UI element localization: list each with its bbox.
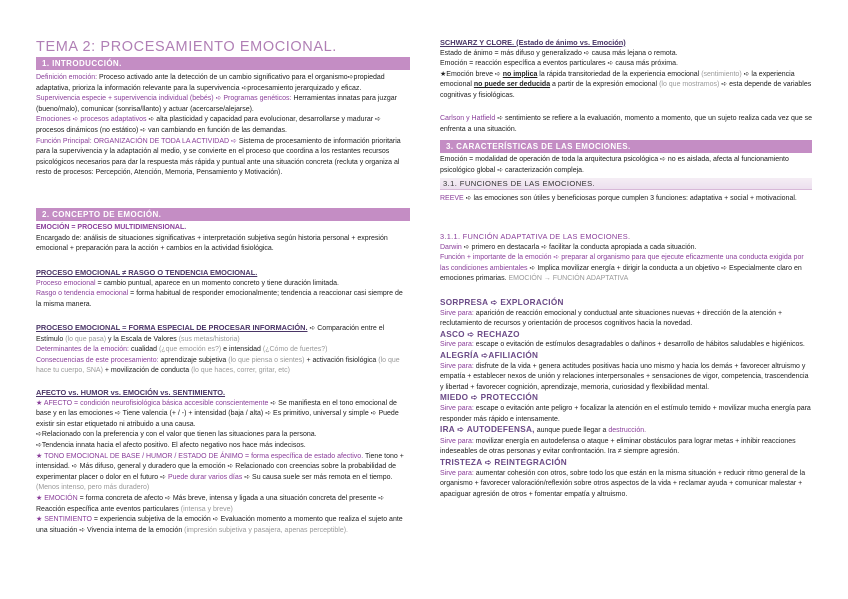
- emotion-alegria-name: ALEGRÍA ➪AFILIACIÓN: [440, 350, 539, 360]
- emotion-tristeza-desc: Sirve para: aumentar cohesión con otros, sobre todo los que están en la misma situación + reducir ritmo general de la organismo + favorecer valoración/reflexión sobre otros aspectos de la vida + reclamar ayuda + comunicar malestar + apaciguar agresión de otros + fomentar empatía y altruismo.: [440, 469, 806, 498]
- forma-especial-line: PROCESO EMOCIONAL = FORMA ESPECIAL DE PROCESAR INFORMACIÓN. ➪ Comparación entre el Estímulo (lo que pasa) y la Escala de Valores (sus metas/historia): [36, 323, 385, 343]
- tono-definition: ★ TONO EMOCIONAL DE BASE / HUMOR / ESTADO DE ÁNIMO = forma específica de estado afectivo. Tiene tono + intensidad. ➪ Más difuso, general y duradero que la emoción ➪ Relacionado con creencias sobre la probabilidad de experimentar placer o dolor en el futuro ➪ Puede durar varios días ➪ Su causa suele ser más remota en el tiempo. (Menos intenso, pero más duradero): [36, 452, 404, 492]
- emotion-item: [440, 458, 812, 500]
- intro-definicion: Definición emoción: Proceso activado ante la detección de un cambio significativo para el organismo➪propiedad adaptativa, prioriza la información relevante para la supervivencia ➪procesamiento jerarquizado y eficaz.: [36, 74, 385, 92]
- schwarz-clore-title: SCHWARZ Y CLORE. (Estado de ánimo vs. Emoción): [440, 38, 626, 47]
- section-3-block: [440, 155, 812, 176]
- section-2-block: [36, 223, 410, 255]
- emotion-item: [440, 425, 812, 458]
- schwarz-line-3: ★Emoción breve ➪ no implica la rápida transitoriedad de la experiencia emocional (sentimiento) ➪ la experiencia emocional no puede ser deducida a partir de la expresión emocional (lo que mostramos) ➪ esta depende de variables cognitivas y fisiológicas.: [440, 70, 812, 99]
- funcion-importante-line: Función + importante de la emoción ➪ preparar al organismo para que ejecute eficazmente una conducta exigida por las condiciones ambientales ➪ Implica movilizar energía + dirigir la conducta a un objetivo ➪ Especialmente claro en emociones primarias. EMOCIÓN → FUNCIÓN ADAPTATIVA: [440, 254, 804, 283]
- emotion-miedo-name: MIEDO ➪ PROTECCIÓN: [440, 393, 539, 403]
- emotion-ira-name: IRA ➪ AUTODEFENSA, aunque puede llegar a destrucción.: [440, 425, 647, 435]
- proceso-rasgo-block: [36, 268, 410, 310]
- afecto-tendencia: ➪Tendencia innata hacia el afecto positivo. El afecto negativo nos hace más indecisos.: [36, 441, 306, 449]
- emotion-miedo-desc: Sirve para: escape o evitación ante peligro + focalizar la atención en el estímulo temido + movilizar mucha energía para responder más rápido e intensamente.: [440, 404, 811, 423]
- section-3-header: 3. CARACTERÍSTICAS DE LAS EMOCIONES.: [440, 140, 812, 153]
- section-3-1-1-block: [440, 232, 812, 285]
- s2-text: Encargado de: análisis de situaciones significativas + interpretación subjetiva según historia personal + expresión emocional + preparación para la acción + cambios en la actividad fisiológica.: [36, 234, 388, 253]
- s3-text: Emoción = modalidad de operación de toda la arquitectura psicológica ➪ no es aislada, afecta al funcionamiento psicológico global ➪ caracterización compleja.: [440, 156, 789, 174]
- emotion-asco-desc: Sirve para: escape o evitación de estímulos desagradables o dañinos + desarrollo de hábitos saludables e higiénicos.: [440, 341, 805, 349]
- rasgo-line: Rasgo o tendencia emocional = forma habitual de responder emocionalmente; tendencia a reaccionar casi siempre de la misma manera.: [36, 290, 403, 308]
- schwarz-clore-block: [440, 38, 812, 102]
- emotion-item: [440, 298, 812, 330]
- intro-supervivencia: Supervivencia especie + supervivencia individual (bebés) ➪ Programas genéticos: Herramientas innatas para juzgar (bueno/malo), comunicar (sonrisa/llanto) y actuar (acercarse/alejarse).: [36, 95, 397, 113]
- page-title: TEMA 2: PROCESAMIENTO EMOCIONAL.: [36, 39, 337, 55]
- emocion-definition: ★ EMOCIÓN = forma concreta de afecto ➪ Más breve, intensa y ligada a una situación concreta del presente ➪ Reacción específica ante eventos particulares (intensa y breve): [36, 494, 385, 513]
- section-2-header: 2. CONCEPTO DE EMOCIÓN.: [36, 208, 410, 221]
- reeve-line: REEVE ➪ las emociones son útiles y beneficiosas porque cumplen 3 funciones: adaptativa + social + motivacional.: [440, 195, 797, 202]
- afecto-preferencia: ➪Relacionado con la preferencia y con el valor que tienen las situaciones para la persona.: [36, 431, 317, 439]
- sentimiento-definition: ★ SENTIMIENTO = experiencia subjetiva de la emoción ➪ Evaluación momento a momento que realiza el sujeto ante una situación ➪ Vivencia interna de la emoción (impresión subjetiva y pasajera, apenas perceptible).: [36, 516, 403, 534]
- emotions-list: [440, 298, 812, 500]
- afecto-block: [36, 388, 410, 536]
- afecto-definition: ★ AFECTO = condición neurofisiológica básica accesible conscientemente ➪ Se manifiesta en el tono emocional de base y en las emociones ➪ Tiene valencia (+ / -) + intensidad (baja / alta) ➪ Es primitivo, universal y simple ➪ Puede existir sin estar etiquetado ni atribuido a una causa.: [36, 399, 399, 428]
- darwin-line: Darwin ➪ primero en destacarla ➪ facilitar la conducta apropiada a cada situación.: [440, 243, 697, 251]
- forma-especial-block: [36, 323, 410, 377]
- section-3-1-1-header: 3.1.1. FUNCIÓN ADAPTATIVA DE LAS EMOCIONES.: [440, 232, 631, 241]
- emotion-alegria-desc: Sirve para: disfrute de la vida + genera actitudes positivas hacia uno mismo y hacia los demás + favorecer altruismo y empatía + establecer nexos de unión y relaciones interpersonales + sensaciones de vigor, competencia, trascendencia y libertad + favorecer cognición, aprendizaje, memoria, curiosidad y flexibilidad mental.: [440, 362, 809, 391]
- afecto-title: AFECTO vs. HUMOR vs. EMOCIÓN vs. SENTIMIENTO.: [36, 388, 226, 397]
- proceso-rasgo-title: PROCESO EMOCIONAL ≠ RASGO O TENDENCIA EMOCIONAL.: [36, 268, 258, 277]
- emotion-sorpresa-name: SORPRESA ➪ EXPLORACIÓN: [440, 298, 564, 307]
- emotion-item: [440, 393, 812, 425]
- schwarz-line-2: Emoción = reacción específica a eventos particulares ➪ causa más próxima.: [440, 60, 678, 68]
- determinantes-line: Determinantes de la emoción: cualidad (¿que emoción es?) e intensidad (¿Cómo de fuertes?): [36, 346, 328, 354]
- section-3-1-block: [440, 194, 812, 205]
- emotion-ira-desc: Sirve para: movilizar energía en autodefensa o ataque + eliminar obstáculos para lograr metas + inhibir reacciones indeseables de otras personas y evitar confrontación. Ira ≠ siempre agresión.: [440, 437, 796, 456]
- carlson-line: Carlson y Hatfield ➪ sentimiento se refiere a la evaluación, momento a momento, que un sujeto realiza cada vez que se enfrenta a una situación.: [440, 115, 813, 133]
- proceso-line: Proceso emocional = cambio puntual, aparece en un momento concreto y tiene duración limitada.: [36, 279, 339, 287]
- intro-block: [36, 73, 410, 179]
- carlson-block: [440, 114, 812, 135]
- intro-funcion: Función Principal: ORGANIZACIÓN DE TODA LA ACTIVIDAD ➪ Sistema de procesamiento de información prioritaria para la supervivencia y la adaptación al medio, y se convierte en el proceso que coordina a los restantes recursos psicológicos necesarios para dar la respuesta más rápida y puntual ante una situación concreta (recluta y organiza al resto de procesos: Percepción, Atención, Memoria, Pensamiento y Motivación).: [36, 137, 401, 177]
- emotion-asco-name: ASCO ➪ RECHAZO: [440, 329, 520, 339]
- emotion-tristeza-name: TRISTEZA ➪ REINTEGRACIÓN: [440, 457, 568, 467]
- intro-procesos: Emociones ➪ procesos adaptativos ➪ alta plasticidad y capacidad para evolucionar, desarrollarse y madurar ➪ procesos dinámicos (no estático) ➪ van cambiando en función de las demandas.: [36, 116, 381, 134]
- schwarz-line-1: Estado de ánimo = más difuso y generalizado ➪ causa más lejana o remota.: [440, 49, 678, 57]
- consecuencias-line: Consecuencias de este procesamiento: aprendizaje subjetiva (lo que piensa o sientes) + activación fisiológica (lo que hace tu cuerpo, SNA) + movilización de conducta (lo que haces, correr, gritar, etc): [36, 356, 400, 375]
- emotion-item: [440, 351, 812, 393]
- section-1-header: 1. INTRODUCCIÓN.: [36, 57, 410, 70]
- section-3-1-header: 3.1. FUNCIONES DE LAS EMOCIONES.: [440, 178, 812, 190]
- emotion-sorpresa-desc: Sirve para: aparición de reacción emocional y conductual ante situaciones nuevas + dirección de la atención + reclutamiento de recursos y orientación de procesos cognitivos hacia la novedad.: [440, 309, 783, 328]
- emotion-item: [440, 330, 812, 351]
- s2-subtitle: EMOCIÓN = PROCESO MULTIDIMENSIONAL.: [36, 224, 187, 231]
